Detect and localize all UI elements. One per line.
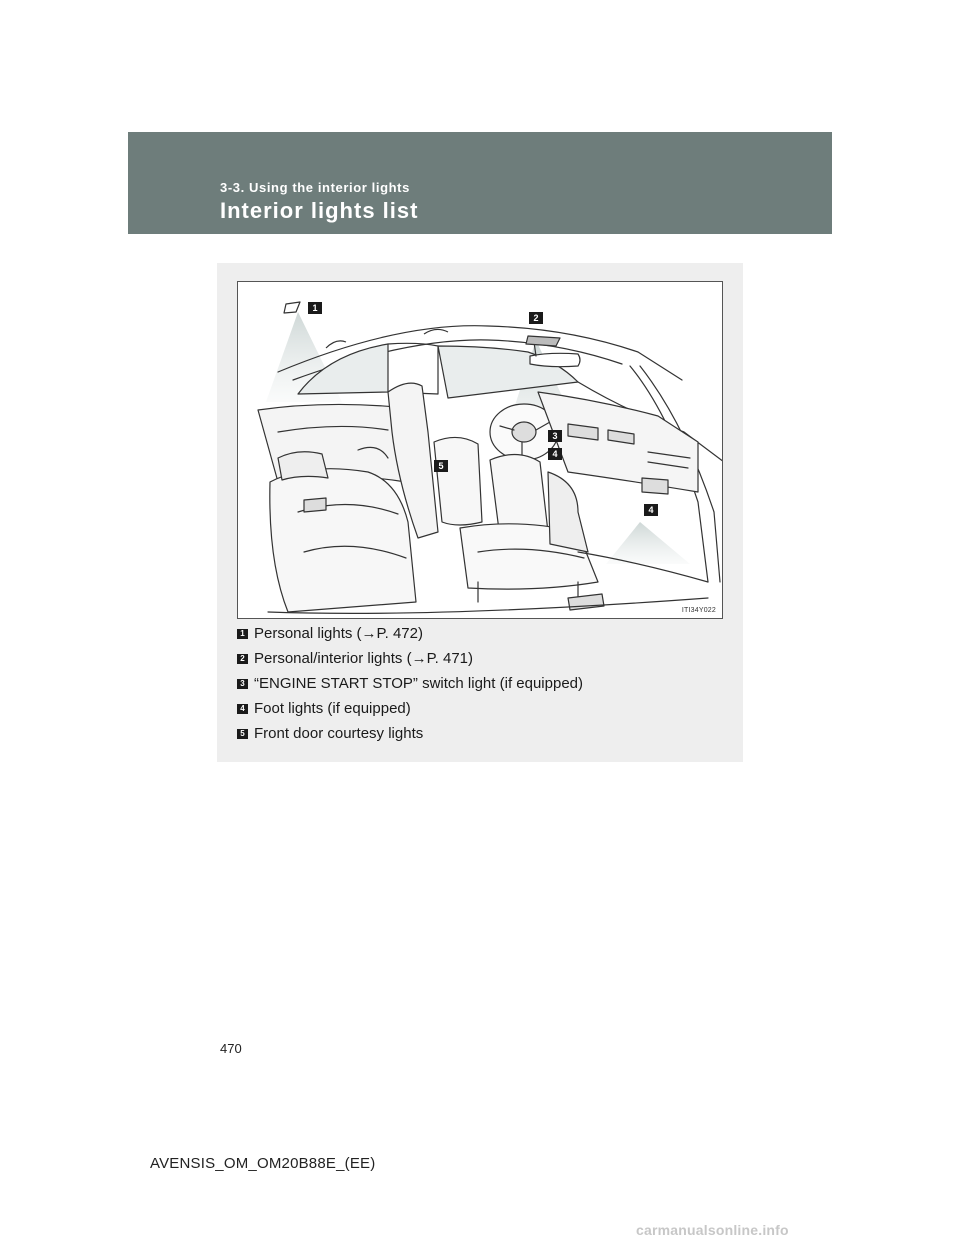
section-label: 3-3. Using the interior lights	[220, 180, 410, 195]
legend-text: Foot lights (if equipped)	[254, 700, 411, 717]
callout-4-upper: 4	[548, 448, 562, 460]
legend-marker: 2	[237, 654, 248, 664]
legend-text: Front door courtesy lights	[254, 725, 424, 742]
page-title: Interior lights list	[220, 198, 419, 223]
document-code: AVENSIS_OM_OM20B88E_(EE)	[150, 1155, 376, 1172]
header-band	[128, 132, 832, 234]
image-code: ITI34Y022	[681, 607, 716, 614]
page-number: 470	[220, 1041, 242, 1056]
legend-item	[237, 721, 737, 746]
callout-1: 1	[308, 302, 322, 314]
legend-item	[237, 671, 737, 696]
legend-text: “ENGINE START STOP” switch light (if equipped)	[254, 675, 583, 692]
legend-text: Personal/interior lights (→P. 471)	[254, 650, 473, 667]
car-interior-drawing	[238, 282, 723, 619]
legend-item	[237, 621, 737, 646]
legend-text: Personal lights (→P. 472)	[254, 625, 423, 642]
callout-5: 5	[434, 460, 448, 472]
legend-item	[237, 696, 737, 721]
callout-3: 3	[548, 430, 562, 442]
car-interior-illustration	[237, 281, 723, 619]
callout-2: 2	[529, 312, 543, 324]
legend-marker: 3	[237, 679, 248, 689]
callout-4-lower: 4	[644, 504, 658, 516]
site-watermark[interactable]: carmanualsonline.info	[636, 1222, 789, 1238]
legend-marker: 5	[237, 729, 248, 739]
legend-marker: 4	[237, 704, 248, 714]
legend-list	[237, 621, 737, 746]
content-panel	[217, 263, 743, 762]
legend-item	[237, 646, 737, 671]
legend-marker: 1	[237, 629, 248, 639]
